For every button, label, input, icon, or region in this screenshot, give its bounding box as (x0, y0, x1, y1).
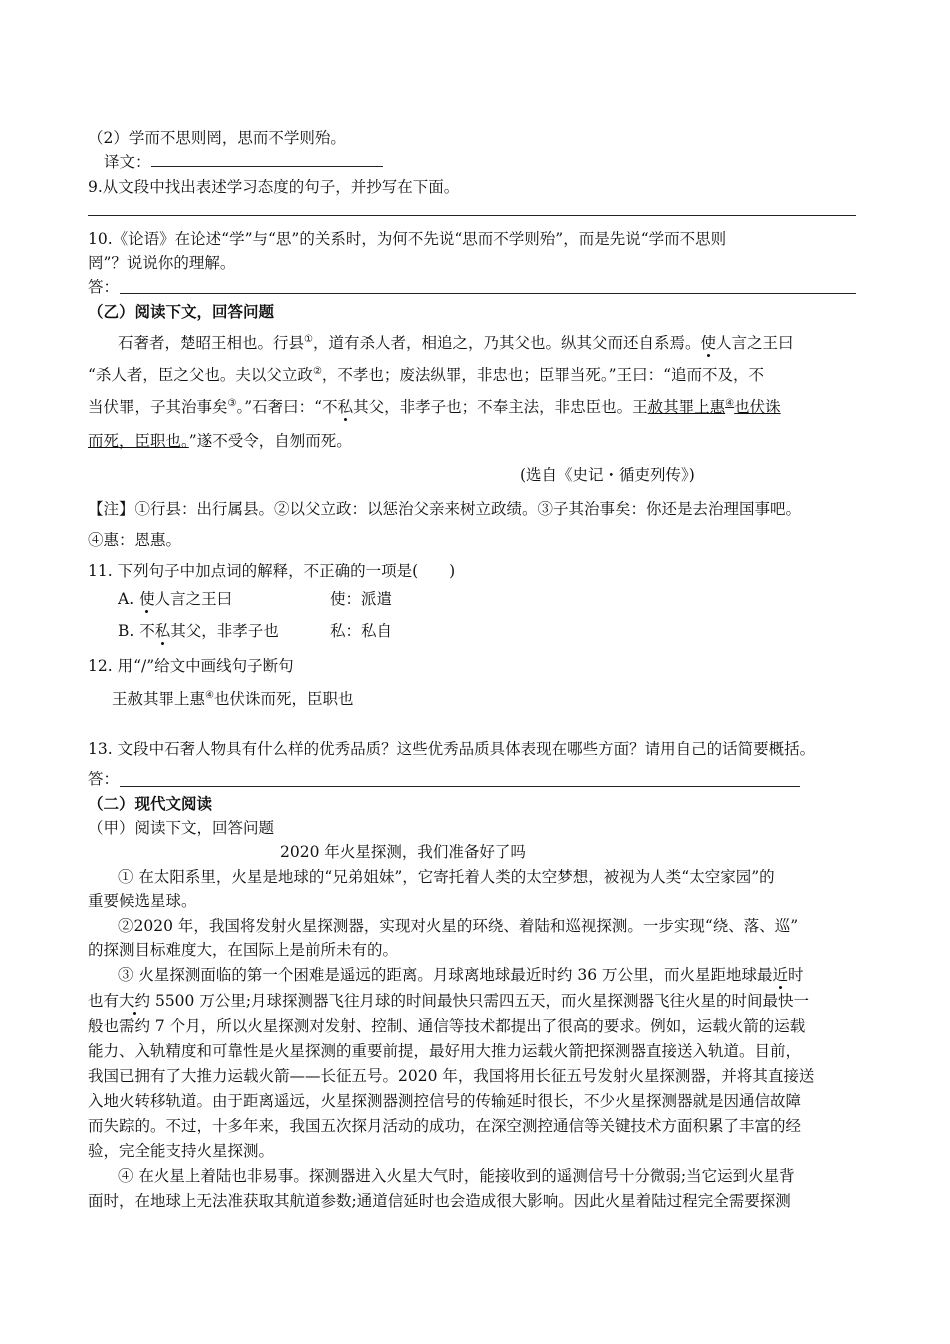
footnote-marker: ① (304, 333, 313, 345)
part-yi-heading: （乙）阅读下文，回答问题 (88, 303, 275, 321)
passage-line3 (88, 396, 781, 418)
sentence-text: 王赦其罪上惠 (112, 690, 206, 708)
article-p3b (88, 990, 809, 1012)
q8-translation-label: 译文： (104, 153, 151, 171)
q8-item2: （2）学而不思则罔，思而不学则殆。 (88, 129, 346, 147)
passage-text: ”遂不受令，自刎而死。 (188, 432, 352, 450)
article-title: 2020 年火星探测，我们准备好了吗 (280, 843, 526, 861)
article-text: ③ 火星探测面临的第一个困难是遥远的距离。月球离地球最近时约 36 万公里，而火星距地球 (118, 966, 758, 984)
underlined-sentence: 而死，臣职也。 (88, 432, 189, 450)
q13-answer-label: 答： (88, 770, 120, 788)
q11-option-a-explanation: 使：派遣 (330, 590, 393, 608)
sentence-text: 也伏诛而死，臣职也 (213, 690, 354, 708)
underlined-sentence: 赦其罪上惠 (647, 398, 726, 416)
q12-sentence (112, 688, 354, 710)
q10-line2: 罔”？说说你的理解。 (88, 254, 236, 272)
option-text: 其父，非孝子也 (170, 622, 279, 640)
passage-text: 人言之王曰 (716, 334, 794, 352)
q10-answer-label: 答： (88, 278, 120, 296)
article-p1b: 重要候选星球。 (88, 892, 197, 910)
dotted-word: 大约 (119, 992, 151, 1010)
passage-text: 其父，非孝子也；不奉主法，非忠臣也。王 (353, 398, 648, 416)
q13-answer-line[interactable] (120, 786, 800, 787)
passage-text: 。”石奢曰：“不 (236, 398, 338, 416)
article-p4a: ④ 在火星上着陆也非易事。探测器进入火星大气时，能接收到的遥测信号十分微弱;当它运到火星背 (118, 1167, 795, 1185)
passage-text: 当伏罪，子其治事矣 (88, 398, 228, 416)
q11-text: 11. 下列句子中加点词的解释，不正确的一项是( ) (88, 562, 456, 580)
notes-line2: ④惠：恩惠。 (88, 531, 182, 549)
dotted-word: 使 (700, 334, 717, 352)
q11-option-b[interactable] (118, 620, 279, 642)
section2-sub: （甲）阅读下文，回答问题 (88, 819, 275, 837)
passage-text: ，不孝也；废法纵罪，非忠也；臣罪当死。”王曰：“追而不及，不 (321, 366, 765, 384)
q10-answer-line[interactable] (120, 293, 856, 294)
article-p2a: ②2020 年，我国将发射火星探测器，实现对火星的环绕、着陆和巡视探测。一步实现“绕、落、巡” (118, 917, 799, 935)
article-p4b: 面时，在地球上无法准获取其航道参数;通道信延时也会造成很大影响。因此火星着陆过程完全需要探测 (88, 1192, 791, 1210)
notes-line1: 【注】①行县：出行属县。②以父立政：以惩治父亲来树立政绩。③子其治事矣：你还是去治理国事吧。 (88, 500, 802, 518)
footnote-marker: ④ (205, 689, 214, 701)
q9-text: 9.从文段中找出表述学习态度的句子，并抄写在下面。 (88, 178, 460, 196)
option-prefix: A. (118, 590, 140, 608)
article-p3e: 我国已拥有了大推力运载火箭——长征五号。2020 年，我国将用长征五号发射火星探测器，并将其直接送 (88, 1067, 815, 1085)
passage-line2 (88, 364, 764, 386)
article-p3c: 般也需约 7 个月，所以火星探测对发射、控制、通信等技术都提出了很高的要求。例如，运载火箭的运载 (88, 1017, 806, 1035)
article-p3d: 能力、入轨精度和可靠性是火星探测的重要前提，最好用大推力运载火箭把探测器直接送入轨道。目前， (88, 1042, 802, 1060)
q11-option-b-explanation: 私：私自 (330, 622, 393, 640)
article-p3a (118, 964, 804, 986)
passage-line4 (88, 430, 352, 452)
passage-text: “杀人者，臣之父也。夫以父立政 (88, 366, 313, 384)
q11-option-a[interactable] (118, 588, 232, 610)
q8-translation-blank[interactable] (151, 152, 383, 167)
dotted-word: 私 (337, 398, 354, 416)
passage-text: 石奢者，楚昭王相也。行县 (118, 334, 305, 352)
passage-text: ，道有杀人者，相追之，乃其父也。纵其父而还自系焉。 (312, 334, 701, 352)
footnote-marker: ② (312, 365, 322, 377)
underlined-sentence: 也伏诛 (734, 398, 781, 416)
option-text: 人言之王曰 (154, 590, 233, 608)
q12-text: 12. 用“/”给文中画线句子断句 (88, 657, 294, 675)
footnote-marker: ③ (227, 397, 237, 409)
section2-heading: （二）现代文阅读 (88, 795, 213, 813)
passage-source: (选自《史记・循吏列传》) (520, 466, 695, 484)
option-prefix: B. 不 (118, 622, 155, 640)
article-p1a: ① 在太阳系里，火星是地球的“兄弟姐妹”，它寄托着人类的太空梦想，被视为人类“太空家园”的 (118, 868, 775, 886)
footnote-marker: ④ (725, 397, 735, 409)
article-text: 5500 万公里;月球探测器飞往月球的时间最快只需四五天，而火星探测器飞往火星的时间最快一 (150, 992, 810, 1010)
dotted-word: 最近时 (757, 966, 804, 984)
article-text: 也有 (88, 992, 120, 1010)
dotted-word: 使 (139, 590, 155, 608)
article-p2b: 的探测目标难度大，在国际上是前所未有的。 (88, 941, 399, 959)
q9-answer-line[interactable] (88, 215, 856, 216)
article-p3h: 验，完全能支持火星探测。 (88, 1142, 275, 1160)
dotted-word: 私 (154, 622, 171, 640)
q10-line1: 10.《论语》在论述“学”与“思”的关系时，为何不先说“思而不学则殆”，而是先说“学而不思则 (88, 230, 727, 248)
article-p3g: 而失踪的。不过，十多年来，我国五次探月活动的成功，在深空测控通信等关键技术方面积累了丰富的经 (88, 1117, 802, 1135)
passage-line1 (118, 332, 794, 354)
q13-text: 13. 文段中石奢人物具有什么样的优秀品质？这些优秀品质具体表现在哪些方面？请用自己的话简要概括。 (88, 740, 816, 758)
q8-translation-row (104, 151, 383, 173)
article-p3f: 入地火转移轨道。由于距离遥远，火星探测器测控信号的传输延时很长，不少火星探测器就是因通信故障 (88, 1092, 802, 1110)
